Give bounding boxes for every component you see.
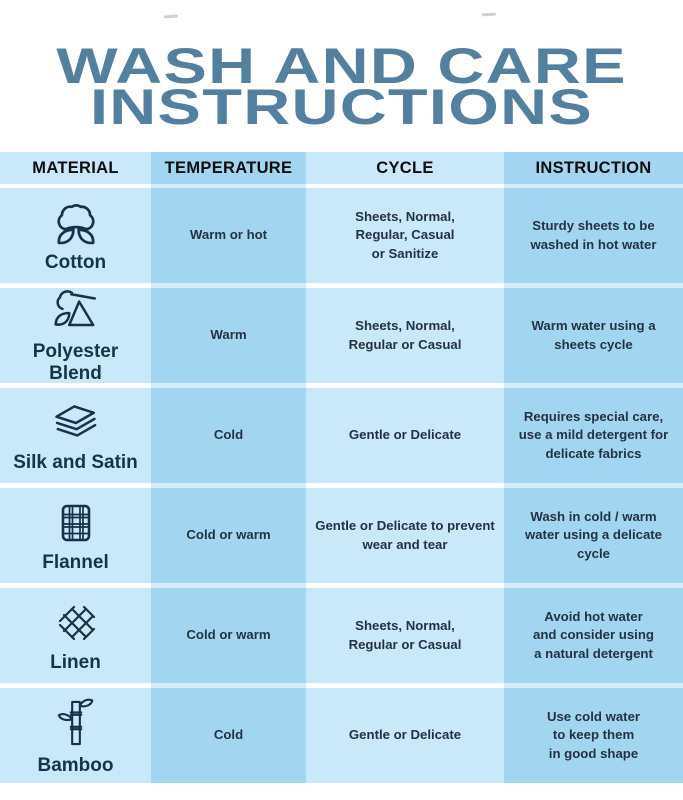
instruction-cell: Wash in cold / warm water using a delicate cycle xyxy=(504,488,683,588)
cycle-cell: Gentle or Delicate xyxy=(306,388,504,488)
material-cell xyxy=(0,288,151,388)
header-instruction: INSTRUCTION xyxy=(504,152,683,188)
material-label: Bamboo xyxy=(37,754,114,776)
cycle-cell: Sheets, Normal, Regular or Casual xyxy=(306,588,504,688)
material-cell xyxy=(0,488,151,588)
instruction-cell: Warm water using a sheets cycle xyxy=(504,288,683,388)
instruction-cell: Use cold water to keep them in good shape xyxy=(504,688,683,788)
header-cycle: CYCLE xyxy=(306,152,504,188)
material-label: Silk and Satin xyxy=(13,451,138,473)
temperature-cell: Cold xyxy=(151,688,306,788)
temperature-cell: Cold or warm xyxy=(151,588,306,688)
cycle-cell: Sheets, Normal, Regular or Casual xyxy=(306,288,504,388)
temperature-cell: Cold or warm xyxy=(151,488,306,588)
instruction-cell: Avoid hot water and consider using a natural detergent xyxy=(504,588,683,688)
cycle-cell: Gentle or Delicate xyxy=(306,688,504,788)
bamboo-icon xyxy=(53,695,99,751)
material-label: Linen xyxy=(50,651,101,673)
material-label: Flannel xyxy=(42,551,109,573)
cycle-cell: Gentle or Delicate to prevent wear and tear xyxy=(306,488,504,588)
linen-icon xyxy=(51,598,101,648)
instruction-cell: Requires special care, use a mild detergent for delicate fabrics xyxy=(504,388,683,488)
temperature-cell: Warm xyxy=(151,288,306,388)
material-label: Polyester Blend xyxy=(32,341,119,384)
page-title-line2: INSTRUCTIONS xyxy=(89,79,594,135)
header-material: MATERIAL xyxy=(0,152,151,188)
material-label: Cotton xyxy=(44,251,107,273)
silk-satin-icon xyxy=(49,398,103,448)
cycle-cell: Sheets, Normal, Regular, Casual or Sanitize xyxy=(306,188,504,288)
material-cell xyxy=(0,688,151,788)
page-title xyxy=(0,0,683,135)
material-cell xyxy=(0,188,151,288)
material-cell xyxy=(0,588,151,688)
cotton-icon xyxy=(50,198,102,248)
flannel-icon xyxy=(52,498,100,548)
polyester-blend-icon xyxy=(50,287,102,337)
care-table xyxy=(0,152,683,788)
material-cell xyxy=(0,388,151,488)
instruction-cell: Sturdy sheets to be washed in hot water xyxy=(504,188,683,288)
page-title-line1: WASH AND CARE xyxy=(56,38,627,94)
header-temperature: TEMPERATURE xyxy=(151,152,306,188)
temperature-cell: Warm or hot xyxy=(151,188,306,288)
temperature-cell: Cold xyxy=(151,388,306,488)
